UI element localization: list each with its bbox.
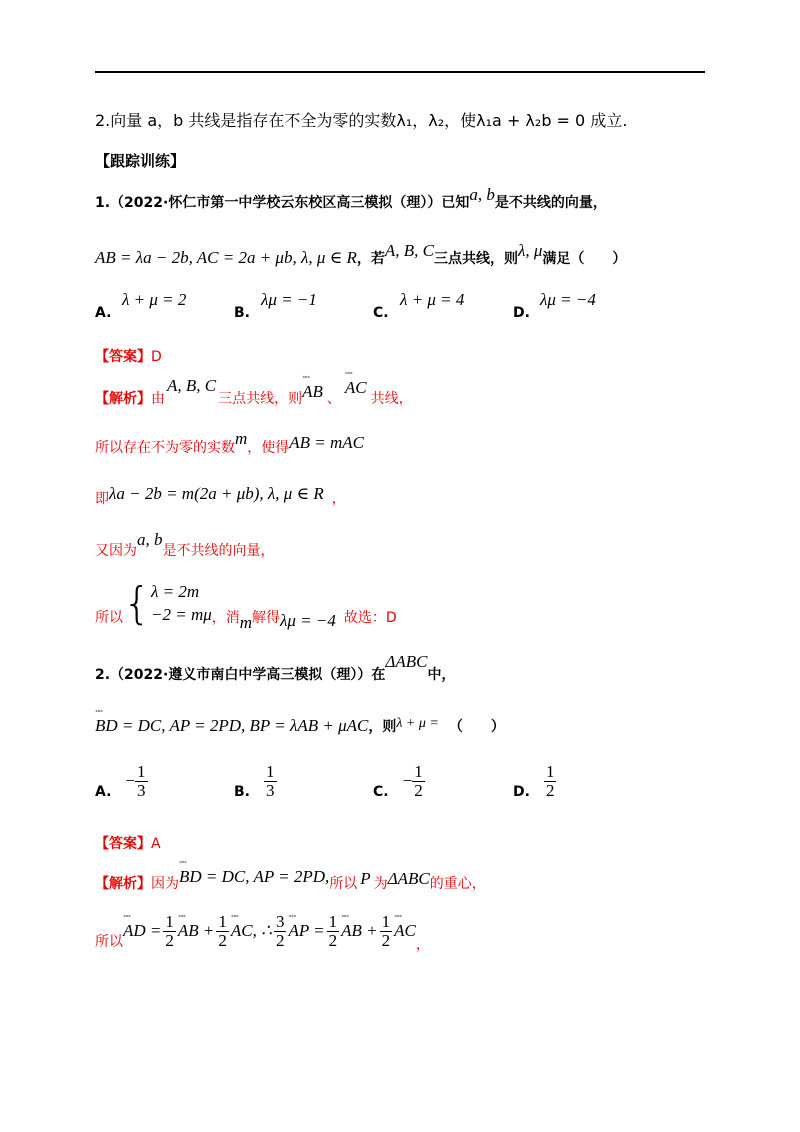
q1-answer-tag: 【答案】: [95, 349, 151, 365]
q2-analysis-line2: [95, 908, 430, 954]
q2-answer-tag: 【答案】: [95, 836, 151, 852]
q2-header-text: 2.（2022·遵义市南白中学高三模拟（理））在: [95, 667, 386, 683]
q2-s1-pre: 因为: [151, 876, 179, 892]
q1-s1-tail: 共线，: [370, 391, 413, 407]
q1-analysis-line1: [95, 376, 413, 408]
q2-s2-pre: 所以: [95, 934, 123, 950]
q1-s2-math: AB = mAC: [289, 433, 365, 452]
q1-s1-vec-ac: ∘∘∘ AC: [345, 378, 367, 398]
q2-s2-ab2: ∘∘∘ AB +: [341, 921, 378, 941]
q2-s2-frac4-den: 2: [328, 930, 338, 950]
q2-s1-math: ∘∘∘ BD = DC, AP = 2PD,: [179, 867, 329, 887]
q2-s2-frac3-den: 2: [275, 930, 285, 950]
q2-s2-ab: ∘∘∘ AB +: [178, 921, 215, 941]
q2-s2-frac2-num: 1: [218, 911, 227, 931]
q1-s1-sep: 、: [326, 391, 341, 407]
header-rule: [95, 71, 705, 73]
q2-condition: [95, 716, 505, 736]
q2-option-a: [95, 762, 148, 800]
q2-option-c-num: 1: [414, 761, 423, 781]
q1-analysis-line3: [95, 484, 346, 508]
q2-option-d-label: D.: [513, 784, 530, 800]
q1-s1-vec-ab: ∘∘∘ AB: [302, 382, 323, 402]
system-eq2: −2 = mμ: [151, 605, 212, 624]
q1-header-tail: 是不共线的向量，: [494, 195, 607, 211]
q2-s1-p: P: [360, 869, 371, 888]
q1-s3-pre: 即: [95, 491, 109, 507]
q2-option-c: [373, 762, 425, 800]
q2-header: [95, 652, 456, 684]
q2-s1-tail: 的重心，: [429, 876, 486, 892]
q2-option-d-frac: [544, 763, 557, 800]
q1-header: [95, 185, 607, 212]
q2-option-c-frac: [412, 763, 425, 800]
q1-s4-math: a, b: [137, 530, 163, 549]
section-title: 【跟踪训练】: [95, 152, 186, 170]
q1-analysis-line5: [95, 575, 397, 633]
q2-analysis-tag: 【解析】: [95, 876, 151, 892]
q2-s2-frac2-den: 2: [218, 930, 227, 950]
q2-answer-value: A: [151, 836, 161, 852]
q2-s2-frac3: [274, 913, 287, 950]
q1-option-a: λ + μ = 2: [122, 290, 187, 309]
q2-option-c-label: C.: [373, 784, 389, 800]
q2-cond-text: ，则: [368, 719, 397, 735]
q1-s2-pre: 所以存在不为零的实数: [95, 440, 235, 456]
q1-option-b-label: B.: [234, 305, 250, 321]
q2-option-a-frac: [135, 763, 148, 800]
intro-line: 2.向量 a，b 共线是指存在不全为零的实数λ₁，λ₂，使λ₁a + λ₂b = 0 成立.: [95, 111, 628, 130]
q2-cond-math: ∘∘∘ BD = DC, AP = 2PD, BP = λAB + μAC: [95, 716, 368, 736]
q2-s2-frac5-num: 1: [381, 911, 391, 931]
q1-s1-mid: 三点共线，则: [218, 391, 303, 407]
q1-s3-math: λa − 2b = m(2a + μb), λ, μ ∈ R: [109, 484, 324, 503]
q1-s2-mid: ，使得: [247, 440, 290, 456]
q2-option-a-sign: −: [125, 771, 136, 790]
q1-s5-mid: ，消: [211, 610, 240, 626]
equation-system: [151, 581, 212, 627]
q1-option-a-label: A.: [95, 305, 112, 321]
q2-header-tail: 中，: [427, 667, 456, 683]
q2-cond-tail: （ ）: [448, 719, 505, 735]
q1-s5-math: λμ = −4: [280, 611, 336, 630]
q2-s1-mid2: 为: [373, 876, 388, 892]
q2-s2-ac2: ∘∘∘ AC: [394, 921, 416, 941]
q2-s2-frac3-num: 3: [275, 911, 285, 931]
q2-s2-tail: ，: [415, 937, 430, 953]
q1-s1-math: A, B, C: [167, 376, 217, 395]
q1-s5-mid2: 解得: [252, 610, 281, 626]
q1-analysis-tag: 【解析】: [95, 391, 151, 407]
system-brace: {: [123, 578, 151, 629]
q1-option-c-label: C.: [373, 305, 389, 321]
q1-header-math: a, b: [469, 185, 495, 204]
q1-cond-text2: 三点共线，则: [433, 251, 518, 267]
q2-s2-frac5: [380, 913, 393, 950]
q2-option-b: [234, 762, 277, 800]
q2-option-a-den: 3: [137, 780, 146, 800]
q1-answer-value: D: [151, 349, 162, 365]
q1-cond-text3: 满足（ ）: [542, 251, 627, 267]
q2-option-a-num: 1: [137, 761, 146, 781]
q1-s4-tail: 是不共线的向量，: [162, 543, 275, 559]
q1-s1-pre: 由: [151, 391, 165, 407]
q2-option-c-sign: −: [402, 771, 413, 790]
q2-s2-ad: ∘∘∘ AD =: [123, 921, 161, 941]
q2-cond-math2: λ + μ =: [396, 716, 439, 731]
q1-s3-tail: ，: [331, 491, 346, 507]
q1-analysis-line2: [95, 429, 365, 457]
q1-s5-m: m: [239, 613, 253, 632]
q1-answer: [95, 346, 162, 366]
q2-option-a-label: A.: [95, 784, 112, 800]
q2-option-b-den: 3: [266, 780, 275, 800]
q2-s2-frac4: [327, 913, 340, 950]
q1-s4-pre: 又因为: [95, 543, 137, 559]
q1-analysis-line4: [95, 530, 275, 560]
q2-s2-frac1: [163, 913, 176, 950]
q2-option-b-frac: [264, 763, 277, 800]
q1-option-c: λ + μ = 4: [400, 290, 465, 309]
q1-cond-math: AB = λa − 2b, AC = 2a + μb, λ, μ ∈ R: [95, 248, 357, 267]
q1-s2-m: m: [235, 429, 248, 448]
q2-option-d: [513, 762, 556, 800]
q1-cond-text1: ，若: [356, 251, 385, 267]
q2-option-c-den: 2: [414, 780, 423, 800]
q2-header-math: ΔABC: [385, 652, 428, 671]
q2-s2-frac1-num: 1: [165, 911, 174, 931]
q1-cond-math2: A, B, C: [384, 241, 434, 260]
q1-header-text: 1.（2022·怀仁市第一中学校云东校区高三模拟（理））已知: [95, 195, 470, 211]
q2-s2-ap: ∘∘∘ AP =: [288, 921, 324, 941]
q2-s1-mid: 所以: [329, 876, 358, 892]
q1-s5-tail: 故选：D: [343, 610, 397, 626]
q2-s2-frac5-den: 2: [381, 930, 391, 950]
q2-s2-frac2: [216, 913, 229, 950]
q2-s2-frac1-den: 2: [165, 930, 174, 950]
q2-s1-math2: ΔABC: [387, 869, 430, 888]
q2-option-b-label: B.: [234, 784, 250, 800]
q2-s2-ac: ∘∘∘ AC, ∴: [231, 921, 272, 941]
q1-option-d: λμ = −4: [540, 290, 596, 309]
q1-s5-pre: 所以: [95, 610, 123, 626]
q2-analysis-line1: [95, 867, 486, 893]
q1-option-d-label: D.: [513, 305, 530, 321]
system-eq1: λ = 2m: [151, 582, 200, 602]
q2-s2-frac4-num: 1: [328, 911, 338, 931]
q1-option-b: λμ = −1: [261, 290, 317, 309]
q2-option-d-den: 2: [545, 780, 555, 800]
q1-cond-math3: λ, μ: [517, 241, 543, 260]
q2-option-d-num: 1: [545, 761, 555, 781]
q2-answer: [95, 833, 161, 853]
q2-option-b-num: 1: [266, 761, 275, 781]
q1-condition: [95, 241, 627, 268]
